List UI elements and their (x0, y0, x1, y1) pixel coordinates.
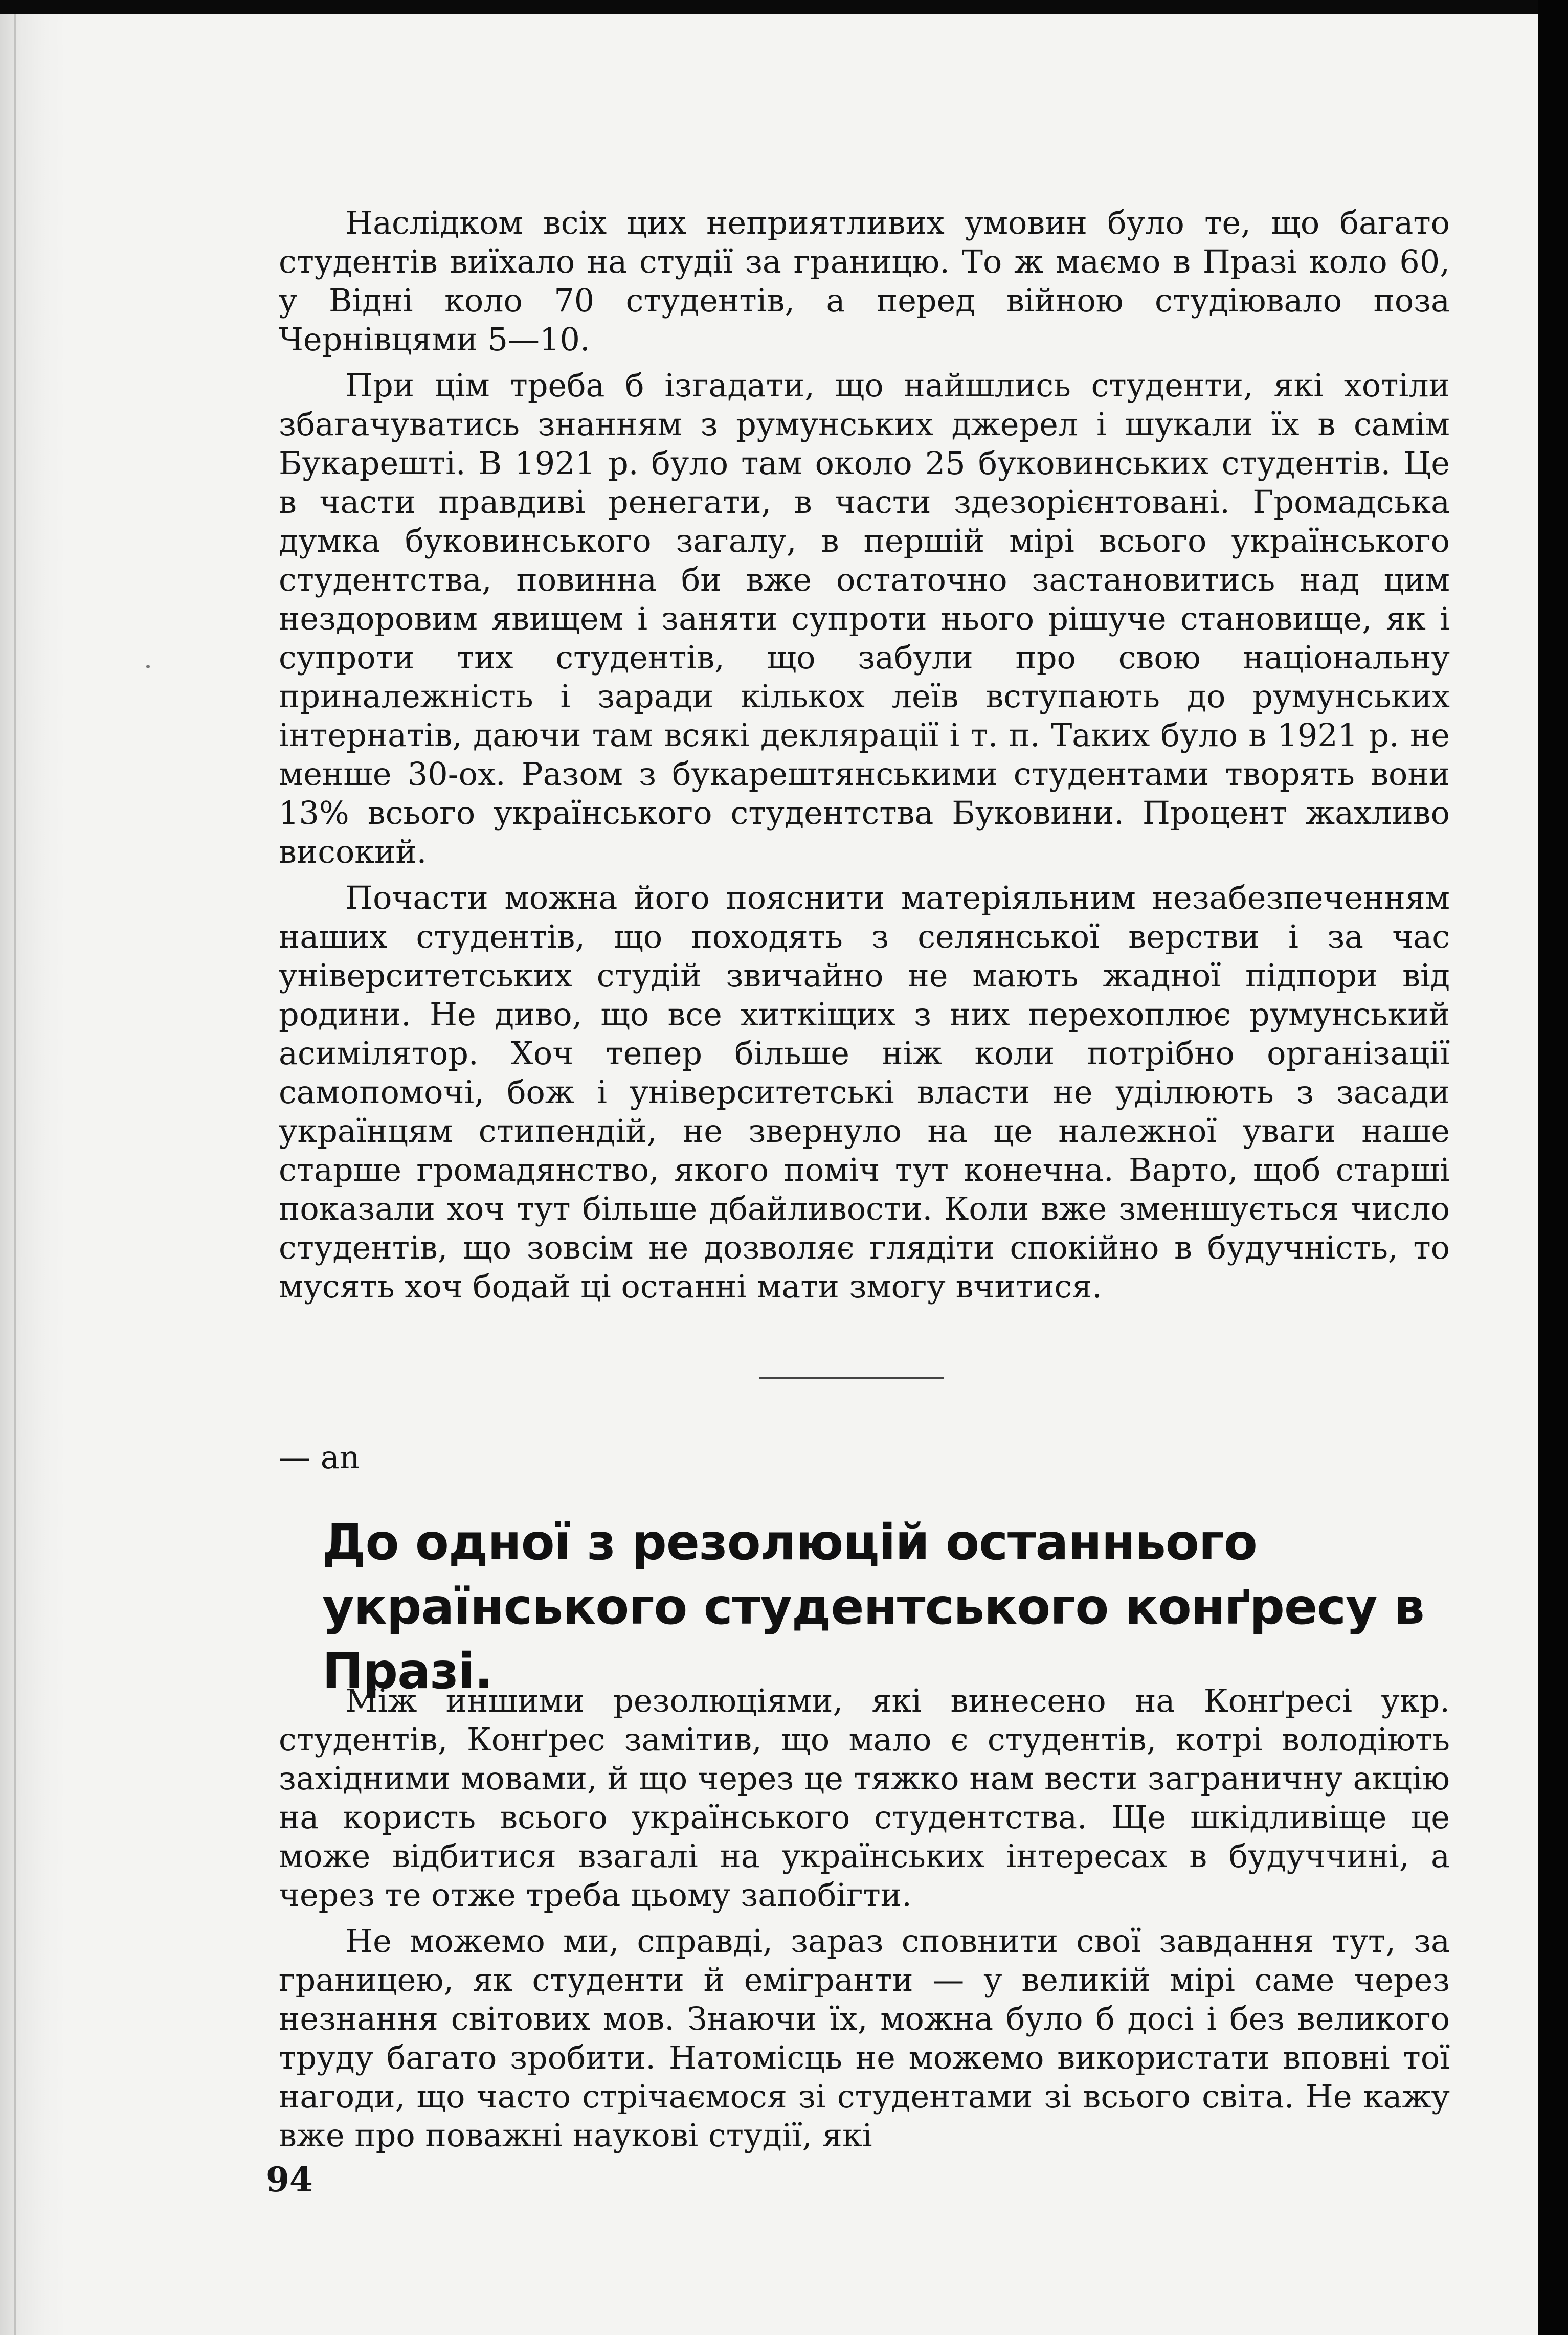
article-body (279, 1681, 1450, 2162)
paragraph: Почасти можна його пояснити матеріяльним незабезпеченням наших студентів, що походять з селянської верстви і за час університетських студій звичайно не мають жадної підпори від родини. Не диво, що все хиткіщих з них перехоплює румунський асимілятор. Хоч тепер більше ніж коли потрібно організації самопомочі, бож і університетські власти не уділюють з засади українцям стипендій, не звернуло на це належної уваги наше старше громадянство, якого поміч тут конечна. Варто, щоб старші показали хоч тут більше дбайливости. Коли вже зменшується число студентів, що зовсім не дозволяє глядіти спокійно в будучність, то мусять хоч бодай ці останні мати змогу вчитися. (279, 879, 1450, 1305)
article-continuation (279, 204, 1450, 1313)
paragraph: Не можемо ми, справді, зараз сповнити свої завдання тут, за границею, як студенти й емігранти — у великій мірі саме через незнання світових мов. Знаючи їх, можна було б досі і без великого труду багато зробити. Натомісць не можемо використати вповні тої нагоди, що часто стрічаємося зі студентами зі всього світа. Не кажу вже про поважні наукові студії, які (279, 1922, 1450, 2154)
scan-speck (146, 665, 150, 668)
paragraph: Наслідком всіх цих неприятливих умовин було те, що багато студентів виїхало на студії за границю. То ж маємо в Празі коло 60, у Відні коло 70 студентів, а перед війною студіювало поза Чернівцями 5—10. (279, 204, 1450, 358)
article-title: До одної з резолюцій останнього українського студентського конґресу в Празі. (322, 1514, 1424, 1700)
section-divider (759, 1377, 944, 1379)
page-binding-edge (0, 14, 66, 2335)
page-number: 94 (266, 2160, 313, 2199)
scan-border-right (1538, 0, 1568, 2335)
book-page (0, 14, 1538, 2335)
scan-border-top (0, 0, 1568, 14)
author-marker: — an (279, 1439, 360, 1476)
paragraph: При цім треба б ізгадати, що найшлись студенти, які хотіли збагачуватись знанням з румунських джерел і шукали їх в самім Букарешті. В 1921 р. було там около 25 буковинських студентів. Це в части правдиві ренегати, в части здезорієнтовані. Громадська думка буковинського загалу, в першій мірі всього українського студентства, повинна би вже остаточно застановитись над цим нездоровим явищем і заняти супроти нього рішуче становище, як і супроти тих студентів, що забули про свою національну приналежність і заради кількох леїв вступають до румунських інтернатів, даючи там всякі деклярації і т. п. Таких було в 1921 р. не менше 30-ох. Разом з букарештянськими студентами творять вони 13% всього українського студентства Буковини. Процент жахливо високий. (279, 367, 1450, 870)
paragraph: Між иншими резолюціями, які винесено на Конґресі укр. студентів, Конґрес замітив, що мало є студентів, котрі володіють західними мовами, й що через це тяжко нам вести заграничну акцію на користь всього українського студентства. Ще шкідливіще це може відбитися взагалі на українських інтересах в будуччині, а через те отже треба цьому запобігти. (279, 1682, 1450, 1914)
